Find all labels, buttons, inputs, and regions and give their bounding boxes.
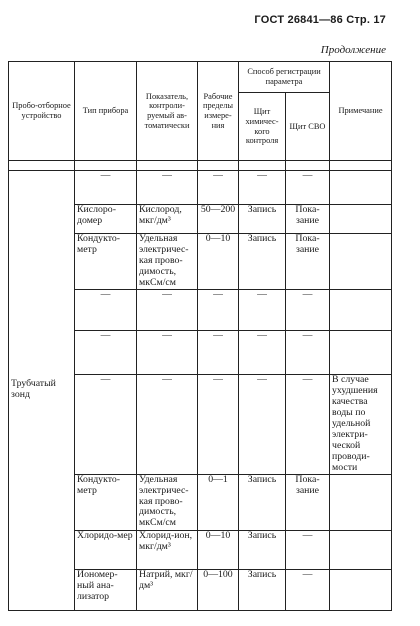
parameters-table bbox=[8, 61, 392, 611]
cell-svo: Пока-зание bbox=[286, 234, 330, 290]
cell-indicator: Удельная электричес-кая прово-димость, мкСм/см bbox=[137, 234, 198, 290]
cell-note bbox=[330, 234, 392, 290]
cell-type: — bbox=[75, 374, 137, 474]
cell-svo: — bbox=[286, 374, 330, 474]
cell-range: — bbox=[198, 171, 239, 205]
cell-svo: Пока-зание bbox=[286, 474, 330, 530]
cell-type: Кондукто-метр bbox=[75, 234, 137, 290]
cell-indicator: — bbox=[137, 171, 198, 205]
cell-indicator: — bbox=[137, 330, 198, 374]
cell-range: 0—100 bbox=[198, 569, 239, 610]
section-label: Трубчатый зонд bbox=[9, 171, 75, 611]
cell-chem: Запись bbox=[239, 234, 286, 290]
table-row bbox=[9, 171, 392, 205]
cell-type: — bbox=[75, 289, 137, 330]
cell-chem: — bbox=[239, 289, 286, 330]
cell-indicator: — bbox=[137, 289, 198, 330]
cell-type: — bbox=[75, 330, 137, 374]
cell-note bbox=[330, 530, 392, 569]
cell-type: Кислоро-домер bbox=[75, 205, 137, 234]
col-header-indicator: Показатель, контроли-руемый ав-томатически bbox=[137, 62, 198, 161]
cell-range: — bbox=[198, 330, 239, 374]
cell-chem: Запись bbox=[239, 569, 286, 610]
cell-note bbox=[330, 289, 392, 330]
cell-svo: — bbox=[286, 171, 330, 205]
cell-note bbox=[330, 330, 392, 374]
cell-indicator: Натрий, мкг/дм³ bbox=[137, 569, 198, 610]
cell-indicator: Кислород, мкг/дм³ bbox=[137, 205, 198, 234]
cell-range: 0—1 bbox=[198, 474, 239, 530]
cell-type: Иономер-ный ана-лизатор bbox=[75, 569, 137, 610]
cell-svo: Пока-зание bbox=[286, 205, 330, 234]
cell-chem: — bbox=[239, 171, 286, 205]
cell-note bbox=[330, 171, 392, 205]
col-header-chem-panel: Щит химичес-кого контроля bbox=[239, 93, 286, 161]
cell-svo: — bbox=[286, 530, 330, 569]
cell-range: 0—10 bbox=[198, 234, 239, 290]
cell-note bbox=[330, 569, 392, 610]
cell-chem: — bbox=[239, 330, 286, 374]
col-header-svo-panel: Щит СВО bbox=[286, 93, 330, 161]
col-header-ranges: Рабочие пределы измере-ния bbox=[198, 62, 239, 161]
cell-range: 0—10 bbox=[198, 530, 239, 569]
continuation-label: Продолжение bbox=[320, 44, 386, 56]
cell-svo: — bbox=[286, 569, 330, 610]
cell-indicator: — bbox=[137, 374, 198, 474]
cell-indicator: Удельная электричес-кая прово-димость, мкСм/см bbox=[137, 474, 198, 530]
col-header-note: Примечание bbox=[330, 62, 392, 161]
cell-range: — bbox=[198, 289, 239, 330]
cell-svo: — bbox=[286, 330, 330, 374]
col-header-registration: Способ регистрации параметра bbox=[239, 62, 330, 93]
cell-type: — bbox=[75, 171, 137, 205]
cell-range: — bbox=[198, 374, 239, 474]
cell-indicator: Хлорид-ион, мкг/дм³ bbox=[137, 530, 198, 569]
cell-chem: Запись bbox=[239, 205, 286, 234]
cell-note bbox=[330, 474, 392, 530]
cell-chem: Запись bbox=[239, 530, 286, 569]
cell-range: 50—200 bbox=[198, 205, 239, 234]
cell-type: Кондукто-метр bbox=[75, 474, 137, 530]
col-header-type: Тип прибора bbox=[75, 62, 137, 161]
cell-chem: Запись bbox=[239, 474, 286, 530]
cell-note bbox=[330, 205, 392, 234]
cell-chem: — bbox=[239, 374, 286, 474]
col-header-device: Пробо-отборное устройство bbox=[9, 62, 75, 161]
page-header: ГОСТ 26841—86 Стр. 17 bbox=[254, 14, 386, 26]
cell-type: Хлоридо-мер bbox=[75, 530, 137, 569]
cell-svo: — bbox=[286, 289, 330, 330]
cell-note: В случае ухудшения качества воды по удельной электри-ческой проводи-мости bbox=[330, 374, 392, 474]
